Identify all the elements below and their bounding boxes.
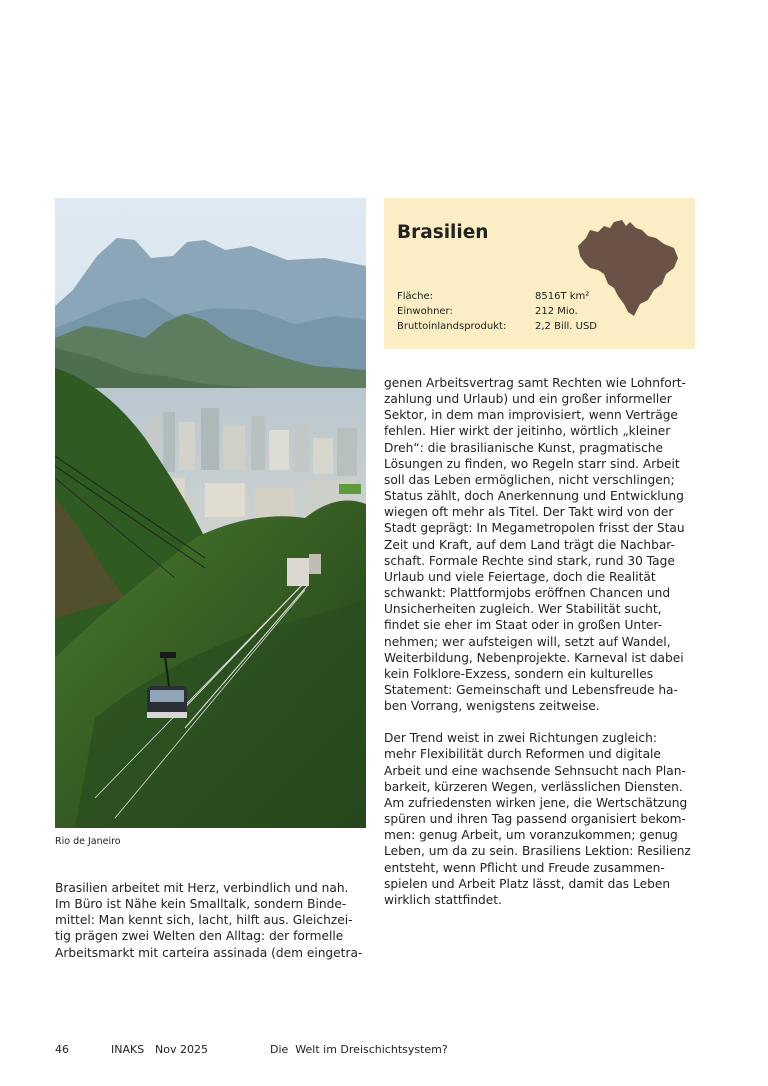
paragraph (384, 375, 696, 714)
stat-value: 8516T km² (535, 291, 590, 302)
text-line: Weiterbildung, Nebenprojekte. Karneval ist dabei (384, 650, 684, 665)
stat-label: Bruttoinlandsprodukt: (397, 321, 507, 332)
text-line: Arbeit und eine wachsende Sehnsucht nach Plan- (384, 763, 686, 778)
body-text-left-column (55, 880, 369, 961)
text-line: ben Vorrang, wenigstens zeitweise. (384, 699, 600, 714)
factbox-stats (397, 289, 687, 334)
text-line: mehr Flexibilität durch Reformen und digitale (384, 747, 661, 762)
page-number: 46 (55, 1043, 69, 1056)
rio-cable-car-illustration (55, 198, 366, 828)
text-line: schwankt: Plattformjobs eröffnen Chancen und (384, 586, 671, 601)
text-line: Am zufriedensten wirken jene, die Wertschätzung (384, 795, 688, 810)
text-line: spüren und ihren Tag passend organisiert bekom- (384, 812, 686, 827)
text-line: Statement: Gemeinschaft und Lebensfreude ha- (384, 682, 678, 697)
text-line: kein Folklore-Exzess, sondern ein kulturelles (384, 666, 654, 681)
text-line: tig prägen zwei Welten den Alltag: der formelle (55, 929, 344, 944)
issue-date: Nov 2025 (155, 1043, 208, 1056)
text-line: Dreh“: die brasilianische Kunst, pragmatische (384, 440, 664, 455)
stat-value: 212 Mio. (535, 306, 578, 317)
text-line: Im Büro ist Nähe kein Smalltalk, sondern Binde- (55, 897, 347, 912)
text-line: wirklich stattfindet. (384, 892, 502, 907)
text-line: spielen und Arbeit Platz lässt, damit das Leben (384, 876, 671, 891)
text-line: men: genug Arbeit, um voranzukommen; genug (384, 828, 678, 843)
photo-caption: Rio de Janeiro (55, 836, 121, 847)
stat-label: Fläche: (397, 291, 434, 302)
stat-row-gdp (397, 319, 687, 334)
stat-value: 2,2 Bill. USD (535, 321, 598, 332)
paragraph (384, 730, 696, 908)
text-line: schaft. Formale Rechte sind stark, rund 30 Tage (384, 553, 675, 568)
text-line: genen Arbeitsvertrag samt Rechten wie Lohnfort- (384, 376, 686, 390)
factbox-title: Brasilien (397, 222, 489, 243)
stat-row-population (397, 304, 687, 319)
stat-row-area (397, 289, 687, 304)
text-line: Zeit und Kraft, auf dem Land trägt die Nachbar- (384, 537, 675, 552)
text-line: Brasilien arbeitet mit Herz, verbindlich und nah. (55, 881, 349, 895)
section-title: Die Welt im Dreischichtsystem? (270, 1043, 448, 1056)
text-line: Sektor, in dem man improvisiert, wenn Verträge (384, 408, 678, 423)
text-line: Der Trend weist in zwei Richtungen zugleich: (384, 731, 657, 746)
text-line: wiegen oft mehr als Titel. Der Takt wird von der (384, 505, 674, 520)
text-line: barkeit, kürzeren Wegen, verlässlichen Diensten. (384, 779, 683, 794)
text-line: Arbeitsmarkt mit carteira assinada (dem eingetra- (55, 945, 363, 960)
stat-label: Einwohner: (397, 306, 453, 317)
country-factbox (384, 198, 695, 349)
text-line: nehmen; wer aufsteigen will, setzt auf Wandel, (384, 634, 671, 649)
text-line: entsteht, wenn Pflicht und Freude zusammen- (384, 860, 665, 875)
text-line: Status zählt, doch Anerkennung und Entwicklung (384, 489, 684, 504)
text-line: mittel: Man kennt sich, lacht, hilft aus. Gleichzei- (55, 913, 353, 928)
text-line: Urlaub und viele Feiertage, doch die Realität (384, 569, 656, 584)
text-line: Lösungen zu finden, wo Regeln starr sind. Arbeit (384, 456, 680, 471)
text-line: zahlung und Urlaub) und ein großer informeller (384, 392, 672, 407)
body-text-right-column (384, 375, 696, 908)
text-line: soll das Leben ermöglichen, nicht verschlingen; (384, 472, 675, 487)
paragraph-spacer (384, 714, 696, 730)
magazine-name: INAKS (111, 1043, 145, 1056)
text-line: fehlen. Hier wirkt der jeitinho, wörtlich „kleiner (384, 424, 671, 439)
rio-photo (55, 198, 366, 828)
text-line: Leben, um da zu sein. Brasiliens Lektion: Resilienz (384, 844, 691, 859)
text-line: Unsicherheiten zugleich. Wer Stabilität sucht, (384, 602, 662, 617)
text-line: Stadt geprägt: In Megametropolen frisst der Stau (384, 521, 685, 536)
text-line: findet sie eher im Staat oder in großen Unter- (384, 618, 663, 633)
